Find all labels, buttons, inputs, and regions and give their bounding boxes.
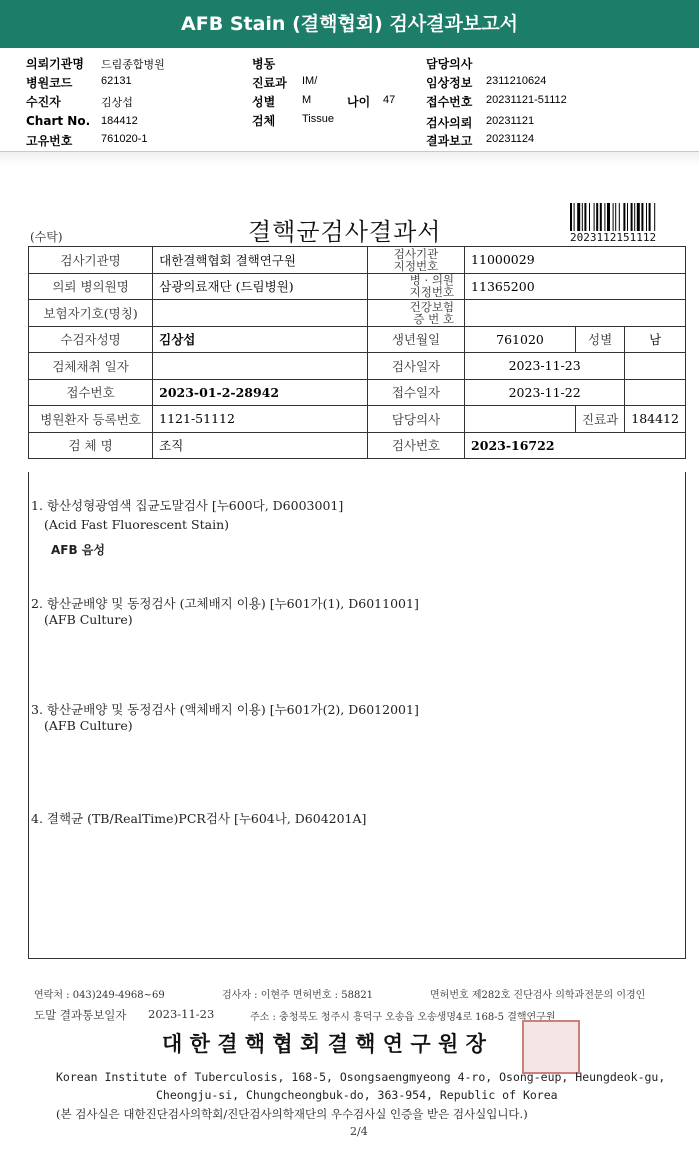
reg-no-value: 1121-51112	[153, 406, 368, 433]
specimen-value: 조직	[153, 432, 368, 459]
name-label: 수검자성명	[29, 326, 153, 353]
receipt-value: 20231121-51112	[486, 94, 567, 106]
accept-date-value: 2023-11-22	[465, 379, 625, 406]
info-table	[28, 246, 686, 459]
code-value: 62131	[101, 75, 132, 87]
address-en-1: Korean Institute of Tuberculosis, 168-5, Osongsaengmyeong 4-ro, Osong-eup, Heungdeok-gu,	[56, 1070, 666, 1084]
lab-reg-value: 11000029	[465, 247, 686, 274]
test-4-title: 4. 결핵균 (TB/RealTime)PCR검사 [누604나, D604201A]	[31, 811, 367, 826]
test-3-title: 3. 항산균배양 및 동정검사 (액체배지 이용) [누601가(2), D6012001]	[31, 702, 419, 717]
director-title: 대 한 결 핵 협 회 결 핵 연 구 원 장	[162, 1031, 486, 1056]
insured-value	[153, 300, 368, 327]
official-seal-icon	[522, 1020, 580, 1074]
certification: (본 검사실은 대한진단검사의학회/진단검사의학재단의 우수검사실 인증을 받은 검사실입니다.)	[56, 1107, 528, 1121]
barcode-number: 2023112151112	[570, 231, 657, 244]
examiner: 검사자 : 이현주 면허번호 : 58821	[222, 990, 374, 1001]
hospital-value: 드림종합병원	[101, 59, 165, 71]
chart-value: 184412	[101, 115, 138, 127]
lab-org-value: 대한결핵협회 결핵연구원	[153, 247, 368, 274]
patient-value: 김상섭	[101, 97, 133, 109]
request-value: 20231121	[486, 115, 535, 127]
document-title: 결핵균검사결과서	[248, 218, 442, 246]
test-1-subtitle: (Acid Fast Fluorescent Stain)	[44, 517, 230, 532]
address-en-2: Cheongju-si, Chungcheongbuk-do, 363-954, Republic of Korea	[156, 1088, 558, 1102]
accept-no-value: 2023-01-2-28942	[153, 379, 368, 406]
insured-label: 보험자기호(명칭)	[29, 300, 153, 327]
doctor-label: 담당의사	[367, 406, 464, 433]
test-date-blank	[625, 353, 686, 380]
contact: 연락처 : 043)249-4968~69	[34, 990, 165, 1001]
page-number: 2/4	[350, 1125, 368, 1138]
req-org-value: 삼광의료재단 (드림병원)	[153, 273, 368, 300]
birth-value: 761020	[465, 326, 576, 353]
license: 면허번호 제282호 진단검사 의학과전문의 이경인	[430, 990, 646, 1001]
birth-label: 생년월일	[367, 326, 464, 353]
req-reg-value: 11365200	[465, 273, 686, 300]
test-2-title: 2. 항산균배양 및 동정검사 (고체배지 이용) [누601가(1), D6011001]	[31, 596, 419, 611]
report-banner	[0, 0, 699, 48]
specimen-label: 검 체 명	[29, 432, 153, 459]
test-date-value: 2023-11-23	[465, 353, 625, 380]
report-value: 20231124	[486, 133, 535, 145]
hospital-label: 의뢰기관명	[26, 57, 84, 71]
table-row	[29, 406, 686, 433]
barcode-icon	[570, 203, 688, 231]
receipt-label: 접수번호	[426, 95, 473, 109]
scanned-document	[0, 170, 699, 1159]
table-row	[29, 300, 686, 327]
header-shadow	[0, 152, 699, 166]
table-row	[29, 379, 686, 406]
collect-label: 검체채취 일자	[29, 353, 153, 380]
age-label: 나이	[347, 95, 371, 109]
clinical-value: 2311210624	[486, 75, 547, 87]
dept-label: 진료과	[576, 406, 625, 433]
test-1-title: 1. 항산성형광염색 집균도말검사 [누600다, D6003001]	[31, 498, 344, 513]
doctor-label: 담당의사	[426, 57, 473, 71]
table-row	[29, 326, 686, 353]
address-kr: 주소 : 충청북도 청주시 흥덕구 오송읍 오송생명4로 168-5 결핵연구원	[250, 1012, 556, 1023]
table-row	[29, 432, 686, 459]
chart-label: Chart No.	[26, 114, 91, 128]
accept-no-label: 접수번호	[29, 379, 153, 406]
table-row	[29, 273, 686, 300]
sex-value: M	[302, 94, 312, 106]
report-label: 결과보고	[426, 134, 473, 148]
request-label: 검사의뢰	[426, 116, 473, 130]
results-box	[28, 472, 686, 959]
test-no-label: 검사번호	[367, 432, 464, 459]
dept-label: 진료과	[252, 76, 287, 90]
lab-org-label: 검사기관명	[29, 247, 153, 274]
accept-date-blank	[625, 379, 686, 406]
uid-label: 고유번호	[26, 134, 73, 148]
dept-value: 184412	[625, 406, 686, 433]
test-1-result: AFB 음성	[51, 543, 105, 557]
req-reg-label: 병 · 의원 지정번호	[367, 273, 464, 300]
doctor-value	[465, 406, 576, 433]
clinical-label: 임상정보	[426, 76, 473, 90]
uid-value: 761020-1	[101, 133, 148, 145]
test-3-subtitle: (AFB Culture)	[44, 718, 133, 733]
sex-label: 성별	[576, 326, 625, 353]
sex-label: 성별	[252, 95, 276, 109]
accept-date-label: 접수일자	[367, 379, 464, 406]
hi-label: 건강보험 증 번 호	[367, 300, 464, 327]
test-no-value: 2023-16722	[465, 432, 686, 459]
patient-label: 수진자	[26, 95, 61, 109]
lab-reg-label: 검사기관 지정번호	[367, 247, 464, 274]
ward-label: 병동	[252, 57, 276, 71]
notice-date: 2023-11-23	[148, 1007, 215, 1021]
hi-value	[465, 300, 686, 327]
test-date-label: 검사일자	[367, 353, 464, 380]
table-row	[29, 353, 686, 380]
table-row	[29, 247, 686, 274]
code-label: 병원코드	[26, 76, 73, 90]
specimen-value: Tissue	[302, 113, 334, 125]
sex-value: 남	[625, 326, 686, 353]
notice-date-label: 도말 결과통보일자	[34, 1008, 127, 1022]
received-label: (수탁)	[30, 230, 63, 244]
dept-value: IM/	[302, 75, 318, 87]
report-header	[0, 52, 699, 150]
specimen-label: 검체	[252, 114, 276, 128]
req-org-label: 의뢰 병의원명	[29, 273, 153, 300]
report-title: AFB Stain (결핵협회) 검사결과보고서	[181, 13, 518, 35]
age-value: 47	[383, 94, 396, 106]
reg-no-label: 병원환자 등록번호	[29, 406, 153, 433]
collect-value	[153, 353, 368, 380]
test-2-subtitle: (AFB Culture)	[44, 612, 133, 627]
name-value: 김상섭	[153, 326, 368, 353]
